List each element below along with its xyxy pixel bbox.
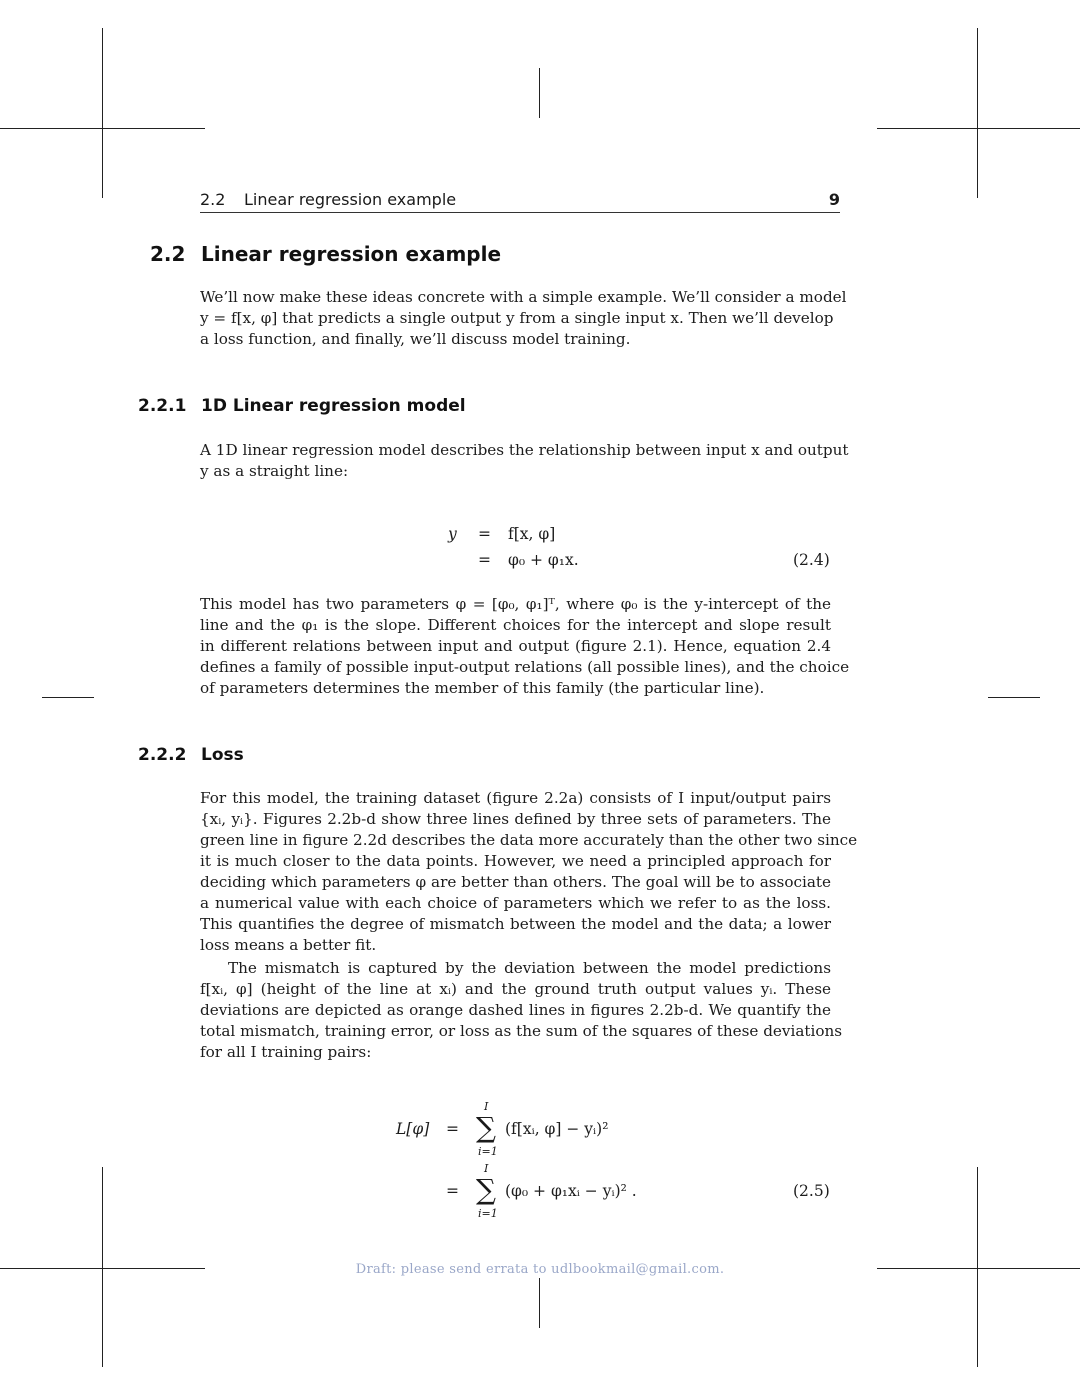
text-line: green line in figure 2.2d describes the data more accurately than the other two since [200, 831, 858, 849]
text-line: deciding which parameters φ are better than others. The goal will be to associate [200, 873, 831, 891]
section-number: 2.2.2 [138, 745, 187, 765]
section-heading-2-2-1 [138, 396, 838, 420]
sum-upper-limit: I [484, 1100, 489, 1113]
eq-term: (f[xᵢ, φ] − yᵢ)² [505, 1120, 609, 1138]
text-line: a loss function, and finally, we’ll discuss model training. [200, 330, 631, 348]
sum-upper-limit: I [484, 1162, 489, 1175]
text-line: in different relations between input and output (figure 2.1). Hence, equation 2.4 [200, 637, 831, 655]
text-line: it is much closer to the data points. However, we need a principled approach for [200, 852, 831, 870]
section-number: 2.2.1 [138, 396, 187, 416]
page-number: 9 [828, 190, 840, 209]
eq-equals: = [446, 1120, 459, 1138]
sum-lower-limit: i=1 [478, 1145, 498, 1158]
text-line: This quantifies the degree of mismatch between the model and the data; a lower [200, 915, 831, 933]
text-line: a numerical value with each choice of parameters which we refer to as the loss. [200, 894, 831, 912]
crop-mark [539, 68, 540, 118]
text-line: f[xᵢ, φ] (height of the line at xᵢ) and the ground truth output values yᵢ. These [200, 980, 831, 998]
text-line: loss means a better fit. [200, 936, 377, 954]
text-line: defines a family of possible input-output relations (all possible lines), and the choice [200, 658, 850, 676]
eq-rhs: φ₀ + φ₁x. [508, 551, 579, 569]
text-line: This model has two parameters φ = [φ₀, φ₁]ᵀ, where φ₀ is the y-intercept of the [200, 595, 831, 613]
eq-rhs: f[x, φ] [508, 525, 556, 543]
section-heading-2-2-2 [138, 745, 838, 769]
eq-lhs: L[φ] [396, 1120, 430, 1138]
text-line: for all I training pairs: [200, 1043, 372, 1061]
loss-paragraph-2 [200, 958, 843, 1063]
text-line: line and the φ₁ is the slope. Different choices for the intercept and slope result [200, 616, 831, 634]
eq-lhs: y [448, 525, 457, 543]
crop-mark [988, 697, 1040, 698]
section-heading-2-2 [150, 242, 850, 270]
section-title: 1D Linear regression model [201, 396, 466, 416]
crop-mark [102, 28, 103, 198]
section-number: 2.2 [150, 242, 186, 266]
running-header [200, 188, 840, 213]
eq-equals: = [478, 525, 491, 543]
section-title: Loss [201, 745, 244, 765]
text-line: The mismatch is captured by the deviation between the model predictions [228, 959, 831, 977]
sum-symbol: ∑ [476, 1111, 496, 1144]
eq-equals: = [446, 1182, 459, 1200]
eq-equals: = [478, 551, 491, 569]
eq-term: (φ₀ + φ₁xᵢ − yᵢ)² . [505, 1182, 637, 1200]
intro-paragraph [200, 287, 847, 350]
crop-mark [977, 28, 978, 198]
equation-number: (2.4) [793, 551, 830, 569]
sum-symbol: ∑ [476, 1173, 496, 1206]
text-line: of parameters determines the member of this family (the particular line). [200, 679, 765, 697]
section-title: Linear regression example [201, 242, 502, 266]
text-line: We’ll now make these ideas concrete with a simple example. We’ll consider a model [200, 288, 847, 306]
draft-footer: Draft: please send errata to udlbookmail@gmail.com. [355, 1262, 725, 1277]
crop-mark [0, 128, 205, 129]
header-section-number: 2.2 [200, 190, 226, 209]
crop-mark [877, 128, 1080, 129]
loss-paragraph-1 [200, 788, 858, 956]
model-paragraph [200, 440, 849, 482]
text-line: deviations are depicted as orange dashed lines in figures 2.2b-d. We quantify the [200, 1001, 831, 1019]
crop-mark [539, 1278, 540, 1328]
crop-mark [42, 697, 94, 698]
equation-number: (2.5) [793, 1182, 830, 1200]
parameters-paragraph [200, 594, 850, 699]
text-line: A 1D linear regression model describes the relationship between input x and output [200, 441, 849, 459]
header-section-title: Linear regression example [244, 190, 457, 209]
text-line: total mismatch, training error, or loss as the sum of the squares of these deviations [200, 1022, 843, 1040]
text-line: y = f[x, φ] that predicts a single output y from a single input x. Then we’ll develop [200, 309, 834, 327]
text-line: For this model, the training dataset (figure 2.2a) consists of I input/output pairs [200, 789, 831, 807]
text-line: y as a straight line: [200, 462, 349, 480]
sum-lower-limit: i=1 [478, 1207, 498, 1220]
text-line: {xᵢ, yᵢ}. Figures 2.2b-d show three lines defined by three sets of parameters. The [200, 810, 831, 828]
